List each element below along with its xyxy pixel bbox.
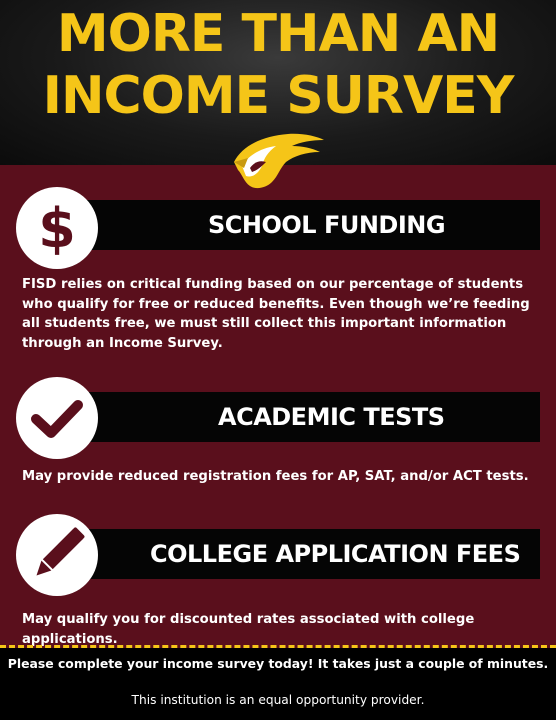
title-line-2: INCOME SURVEY bbox=[42, 66, 514, 126]
section-body-academic-tests: May provide reduced registration fees for AP, SAT, and/or ACT tests. bbox=[22, 469, 529, 484]
footer-equal-opportunity-note: This institution is an equal opportunity provider. bbox=[131, 693, 425, 707]
checkmark-icon bbox=[16, 377, 98, 459]
pencil-icon bbox=[16, 514, 98, 596]
eagle-head-icon bbox=[228, 128, 328, 194]
content-area bbox=[0, 165, 556, 645]
footer-call-to-action: Please complete your income survey today! It takes just a couple of minutes. bbox=[7, 656, 549, 671]
svg-text:$: $ bbox=[38, 197, 76, 260]
section-heading-bar bbox=[60, 392, 540, 442]
section-heading-college-application-fees: COLLEGE APPLICATION FEES bbox=[150, 540, 521, 568]
footer-bar bbox=[0, 648, 556, 720]
section-heading-bar bbox=[60, 200, 540, 250]
section-body-college-application-fees: May qualify you for discounted rates associated with college applications. bbox=[22, 612, 475, 647]
title-line-1: MORE THAN AN bbox=[56, 4, 500, 64]
section-heading-bar bbox=[60, 529, 540, 579]
section-heading-school-funding: SCHOOL FUNDING bbox=[208, 211, 446, 239]
dollar-sign-icon bbox=[16, 187, 98, 269]
section-body-school-funding: FISD relies on critical funding based on our percentage of students who qualify for free or reduced benefits. Even though we’re feeding all students free, we must still collect this important information through an Income Survey. bbox=[22, 277, 530, 351]
section-heading-academic-tests: ACADEMIC TESTS bbox=[218, 403, 445, 431]
